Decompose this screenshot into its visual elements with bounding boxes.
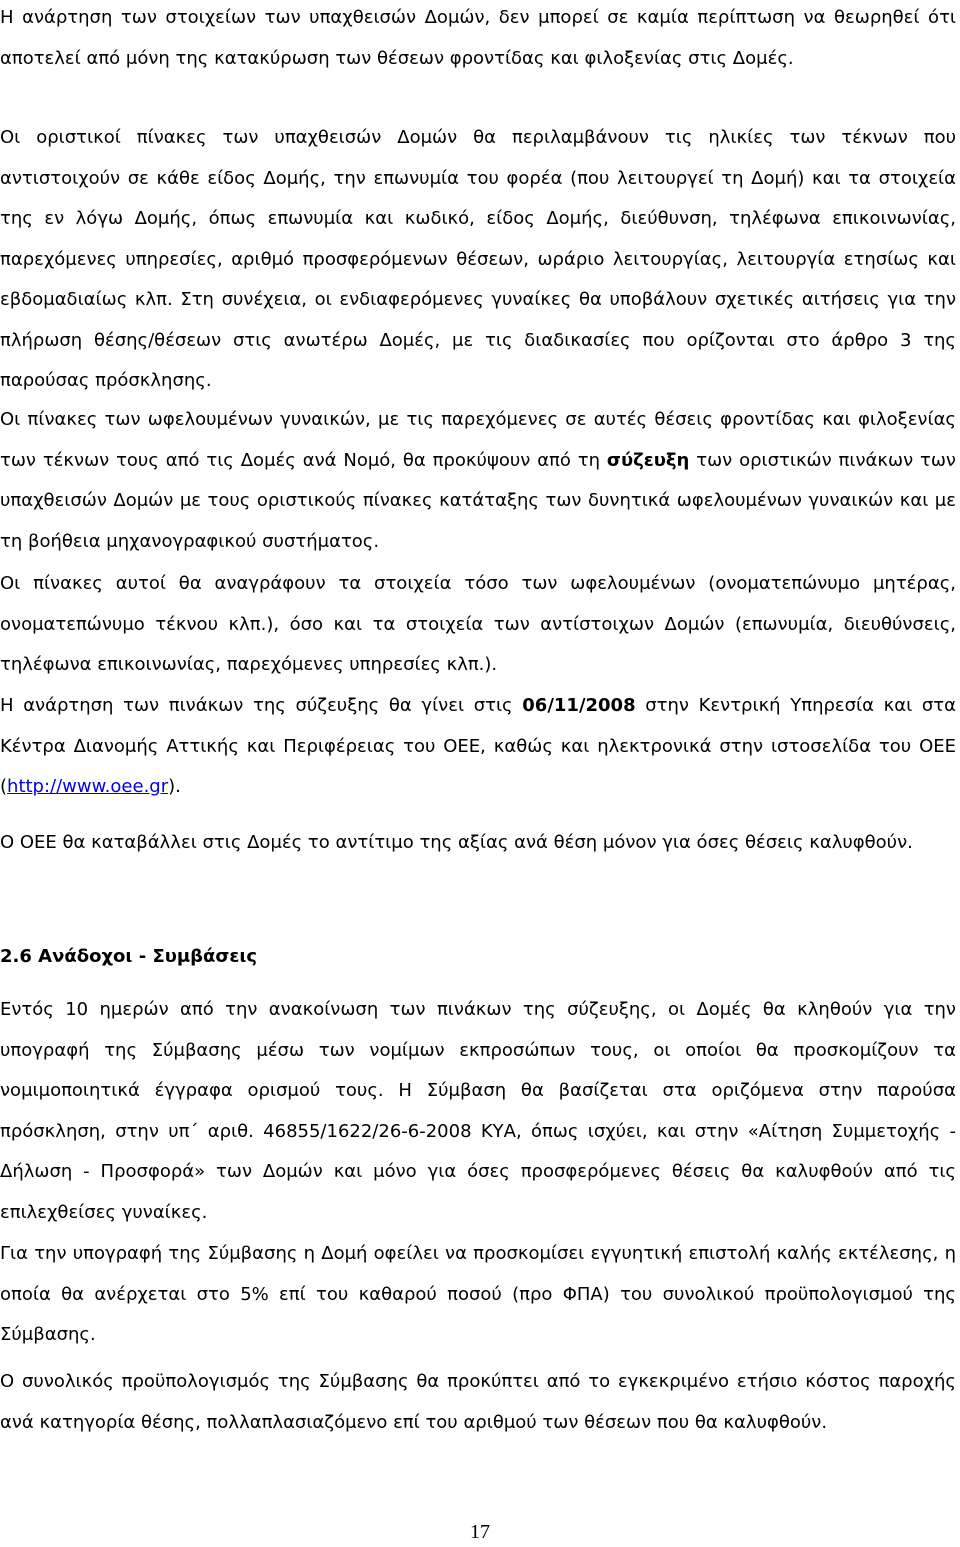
paragraph-text: Ο συνολικός προϋπολογισμός της Σύμβασης θα προκύπτει από το εγκεκριμένο ετήσιο κόστος παροχής ανά κατηγορία θέσης, πολλαπλασιαζόμενο επί του αριθμού των θέσεων που θα καλυφθούν. bbox=[0, 1371, 956, 1433]
section-heading: 2.6 Ανάδοχοι - Συμβάσεις bbox=[0, 946, 258, 967]
paragraph-text: Εντός 10 ημερών από την ανακοίνωση των πινάκων της σύζευξης, οι Δομές θα κληθούν για την υπογραφή της Σύμβασης μέσω των νομίμων εκπροσώπων τους, οι οποίοι θα προσκομίζουν τα νομιμοποιητικά έγγραφα ορισμού τους. Η Σύμβαση θα βασίζεται στα οριζόμενα στην παρούσα πρόσκληση, στην υπ΄ αριθ. 46855/1622/26-6-2008 ΚΥΑ, όπως ισχύει, και στην «Αίτηση Συμμετοχής - Δήλωση - Προσφορά» των Δομών και μόνο για όσες προσφερόμενες θέσεις θα καλυφθούν από τις επιλεχθείσες γυναίκες. bbox=[0, 999, 956, 1223]
paragraph-beneficiary-tables bbox=[0, 400, 956, 562]
paragraph-text: Οι πίνακες των ωφελουμένων γυναικών, με τις παρεχόμενες σε αυτές θέσεις φροντίδας και φιλοξενίας των τέκνων τους από τις Δομές ανά Νομό, θα προκύψουν από τη bbox=[0, 409, 956, 471]
paragraph-announcement-note bbox=[0, 0, 956, 79]
website-link[interactable]: http://www.oee.gr bbox=[7, 776, 169, 797]
paragraph-text: Οι πίνακες αυτοί θα αναγράφουν τα στοιχεία τόσο των ωφελουμένων (ονοματεπώνυμο μητέρας, ονοματεπώνυμο τέκνου κλπ.), όσο και τα στοιχεία των αντίστοιχων Δομών (επωνυμία, διευθύνσεις, τηλέφωνα επικοινωνίας, παρεχόμενες υπηρεσίες κλπ.). bbox=[0, 573, 956, 675]
paragraph-publication-date bbox=[0, 686, 956, 808]
paragraph-contracts bbox=[0, 990, 956, 1233]
paragraph-text: Για την υπογραφή της Σύμβασης η Δομή οφείλει να προσκομίσει εγγυητική επιστολή καλής εκτέλεσης, η οποία θα ανέρχεται στο 5% επί του καθαρού ποσού (προ ΦΠΑ) του συνολικού προϋπολογισμού της Σύμβασης. bbox=[0, 1243, 956, 1345]
emphasis-text: σύζευξη bbox=[606, 449, 690, 471]
paragraph-payment bbox=[0, 823, 956, 864]
paragraph-text: Οι οριστικοί πίνακες των υπαχθεισών Δομών θα περιλαμβάνουν τις ηλικίες των τέκνων που αντιστοιχούν σε κάθε είδος Δομής, την επωνυμία του φορέα (που λειτουργεί τη Δομή) και τα στοιχεία της εν λόγω Δομής, όπως επωνυμία και κωδικό, είδος Δομής, διεύθυνση, τηλέφωνα επικοινωνίας, παρεχόμενες υπηρεσίες, αριθμό προσφερόμενων θέσεων, ωράριο λειτουργίας, λειτουργία ετησίως και εβδομαδιαίως κλπ. Στη συνέχεια, οι ενδιαφερόμενες γυναίκες θα υποβάλουν σχετικές αιτήσεις για την πλήρωση θέσης/θέσεων στις ανωτέρω Δομές, με τις διαδικασίες που ορίζονται στο άρθρο 3 της παρούσας πρόσκλησης. bbox=[0, 127, 956, 391]
publication-date: 06/11/2008 bbox=[522, 695, 636, 716]
paragraph-text: των οριστικών πινάκων των υπαχθεισών Δομών με τους οριστικούς πίνακες κατάταξης των δυνητικά ωφελουμένων γυναικών και με τη βοήθεια μηχανογραφικού συστήματος. bbox=[0, 449, 956, 552]
paragraph-text: στην Κεντρική Υπηρεσία και στα Κέντρα Διανομής Αττικής και Περιφέρειας του ΟΕΕ, καθώς και ηλεκτρονικά στην ιστοσελίδα του ΟΕΕ ( bbox=[0, 695, 957, 797]
paragraph-text: Η ανάρτηση των πινάκων της σύζευξης θα γίνει στις bbox=[0, 695, 523, 716]
paragraph-text: Η ανάρτηση των στοιχείων των υπαχθεισών Δομών, δεν μπορεί σε καμία περίπτωση να θεωρηθεί ότι αποτελεί από μόνη της κατακύρωση των θέσεων φροντίδας και φιλοξενίας στις Δομές. bbox=[0, 7, 956, 69]
paragraph-text: Ο ΟΕΕ θα καταβάλλει στις Δομές το αντίτιμο της αξίας ανά θέση μόνον για όσες θέσεις καλυφθούν. bbox=[0, 832, 913, 853]
paragraph-budget bbox=[0, 1362, 956, 1443]
paragraph-text: ). bbox=[168, 776, 181, 797]
paragraph-guarantee bbox=[0, 1234, 956, 1356]
paragraph-final-tables bbox=[0, 118, 956, 402]
page-number: 17 bbox=[470, 1521, 490, 1543]
paragraph-table-contents bbox=[0, 564, 956, 686]
